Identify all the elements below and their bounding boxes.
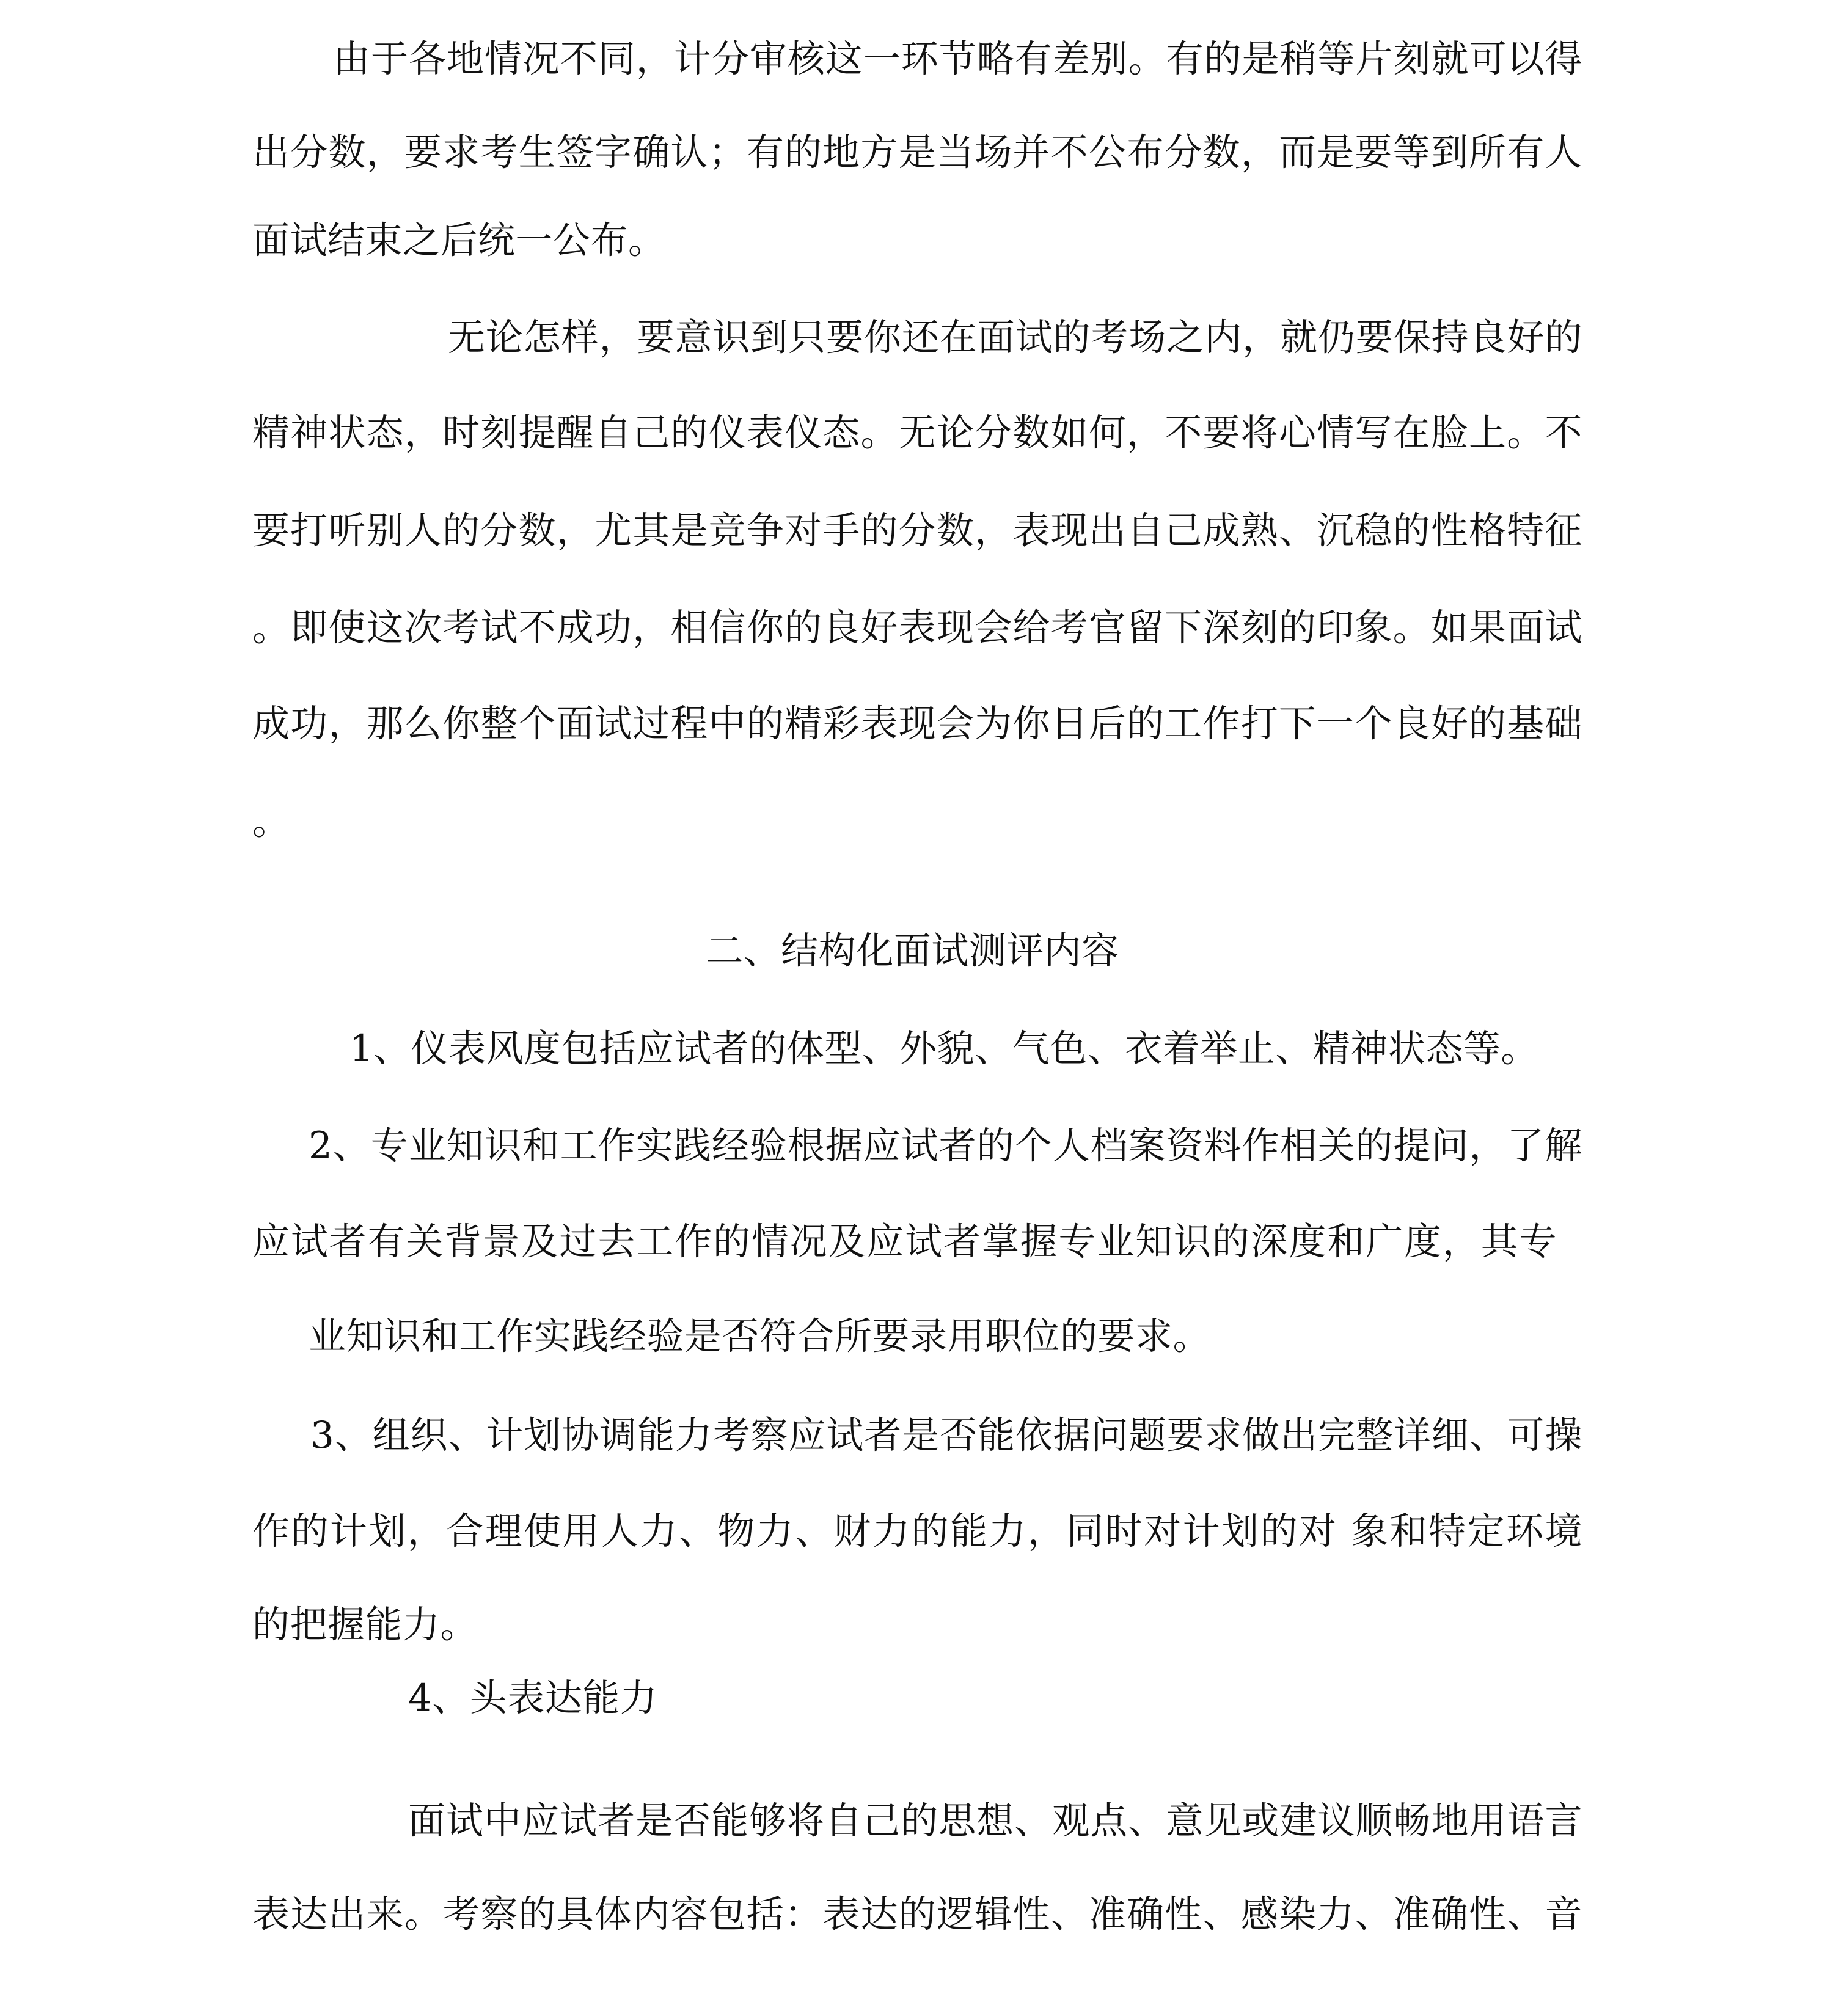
paragraph-2-line-6: 。 — [252, 800, 290, 843]
paragraph-2-line-4: 。即使这次考试不成功，相信你的良好表现会给考官留下深刻的印象。如果面试 — [252, 606, 1582, 649]
paragraph-2-line-2: 精神状态，时刻提醒自己的仪表仪态。无论分数如何，不要将心情写在脸上。不 — [252, 411, 1582, 455]
item-2-line-3: 业知识和工作实践经验是否符合所要录用职位的要求。 — [309, 1315, 1211, 1358]
item-3-line-2: 作的计划，合理使用人力、物力、财力的能力，同时对计划的对 象和特定环境 — [252, 1510, 1582, 1553]
paragraph-2-line-5: 成功，那么你整个面试过程中的精彩表现会为你日后的工作打下一个良好的基础 — [252, 702, 1582, 745]
item-1: 1、仪表风度包括应试者的体型、外貌、气色、衣着举止、精神状态等。 — [349, 1027, 1538, 1070]
paragraph-1-line-1: 由于各地情况不同，计分审核这一环节略有差别。有的是稍等片刻就可以得 — [333, 37, 1582, 81]
item-2-line-2: 应试者有关背景及过去工作的情况及应试者掌握专业知识的深度和广度，其专 — [252, 1220, 1557, 1263]
paragraph-2-line-1: 无论怎样，要意识到只要你还在面试的考场之内，就仍要保持良好的 — [448, 316, 1582, 359]
paragraph-3-line-2: 表达出来。考察的具体内容包括：表达的逻辑性、准确性、感染力、准确性、音 — [252, 1893, 1582, 1936]
paragraph-3-line-1: 面试中应试者是否能够将自己的思想、观点、意见或建议顺畅地用语言 — [408, 1799, 1582, 1843]
paragraph-1-line-3: 面试结束之后统一公布。 — [252, 219, 666, 262]
paragraph-1-line-2: 出分数，要求考生签字确认；有的地方是当场并不公布分数，而是要等到所有人 — [252, 131, 1582, 174]
item-4: 4、头表达能力 — [408, 1676, 658, 1720]
item-3-line-3: 的把握能力。 — [252, 1603, 478, 1646]
section-heading: 二、结构化面试测评内容 — [706, 929, 1119, 973]
item-3-line-1: 3、组织、计划协调能力考察应试者是否能依据问题要求做出完整详细、可操 — [310, 1414, 1582, 1457]
item-2-line-1: 2、专业知识和工作实践经验根据应试者的个人档案资料作相关的提问，了解 — [309, 1124, 1582, 1167]
paragraph-2-line-3: 要打听别人的分数，尤其是竞争对手的分数，表现出自己成熟、沉稳的性格特征 — [252, 509, 1582, 552]
